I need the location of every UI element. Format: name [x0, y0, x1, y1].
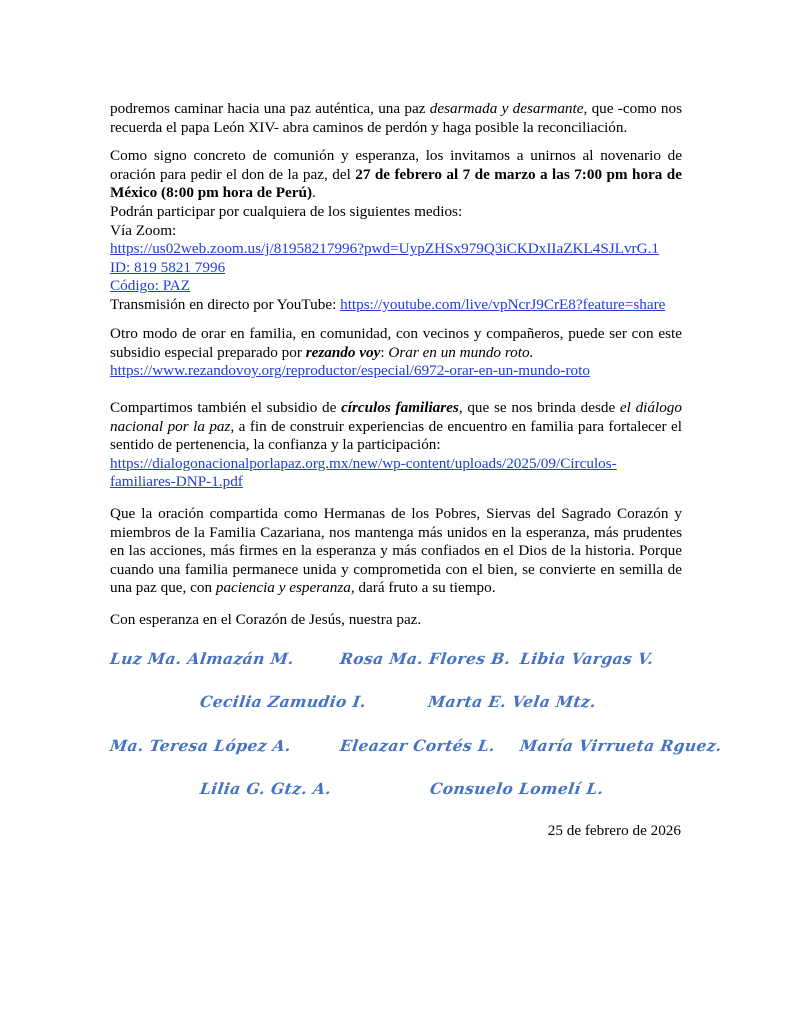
signature: Marta E. Vela Mtz. — [426, 692, 598, 711]
paragraph-text: , a fin de construir experiencias de encuentro en familia para fortalecer el sentido de pertenencia, la confianza y la participación: — [110, 417, 682, 454]
youtube-label: Transmisión en directo por YouTube: — [110, 295, 341, 313]
signature: Rosa Ma. Flores B. — [338, 649, 512, 668]
paragraph-text: Como signo concreto de comunión y esperanza, los invitamos a unirnos al novenario de oración para pedir el don de la paz, del — [110, 147, 682, 183]
paragraph-text: podremos caminar hacia una paz auténtica, una paz — [110, 100, 430, 117]
paragraph-rezando-voy — [110, 325, 682, 381]
zoom-code-link[interactable]: Código: PAZ — [110, 277, 191, 295]
paragraph-text: Otro modo de orar en familia, en comunidad, con vecinos y compañeros, puede ser con este subsidio especial preparado por — [110, 325, 682, 361]
zoom-label: Vía Zoom: — [110, 221, 177, 239]
circulos-link-part: familiares-DNP-1.pdf — [110, 473, 243, 491]
youtube-link[interactable]: https://youtube.com/live/vpNcrJ9CrE8?feature=share — [340, 295, 666, 313]
paragraph-prayer — [110, 505, 682, 598]
signature: Luz Ma. Almazán M. — [108, 649, 296, 668]
paragraph-text: : — [380, 343, 389, 361]
signature: Lilia G. Gtz. A. — [198, 779, 333, 798]
resource-name: rezando voy — [305, 343, 381, 361]
document-date: 25 de febrero de 2026 — [547, 822, 681, 839]
emphasis-text: el diálogo nacional por la paz — [110, 399, 682, 435]
paragraph-text: . — [312, 184, 316, 202]
paragraph-text: , que -como nos recuerda el papa León XIV- abra caminos de perdón y haga posible la reconciliación. — [110, 100, 682, 136]
paragraph-circulos — [110, 399, 682, 492]
zoom-id-link[interactable]: ID: 819 5821 7996 — [110, 258, 226, 276]
paragraph-text: dará fruto a su tiempo. — [354, 579, 496, 597]
closing-line: Con esperanza en el Corazón de Jesús, nuestra paz. — [110, 611, 422, 628]
paragraph-text: Que la oración compartida como Hermanas de los Pobres, Siervas del Sagrado Corazón y miembros de la Familia Cazariana, nos mantenga más unidos en la esperanza, más prudentes en las acciones, más firmes en la esperanza y más confiados en el Dios de la historia. Porque cuando una familia permanece unida y comprometida con el bien, se convierte en semilla de una paz que, con — [110, 505, 682, 597]
participation-block — [110, 203, 682, 315]
resource-title: Orar en un mundo roto. — [388, 343, 534, 361]
signature: Libia Vargas V. — [518, 649, 655, 668]
participation-text: Podrán participar por cualquiera de los siguientes medios: — [110, 203, 463, 220]
signature: Ma. Teresa López A. — [108, 736, 293, 755]
signature: Eleazar Cortés L. — [338, 736, 497, 755]
signature: Cecilia Zamudio I. — [198, 692, 368, 711]
emphasis-text: paciencia y esperanza, — [215, 579, 355, 597]
schedule-text: 27 de febrero al 7 de marzo a las 7:00 pm hora de México (8:00 pm hora de Perú) — [110, 165, 682, 202]
zoom-link[interactable]: https://us02web.zoom.us/j/81958217996?pwd=UypZHSx979Q3iCKDxIIaZKL4SJLvrG.1 — [110, 240, 659, 258]
circulos-link[interactable] — [110, 455, 682, 492]
signature: María Virrueta Rguez. — [518, 736, 724, 755]
emphasis-text: desarmada y desarmante — [429, 100, 584, 117]
paragraph-novena — [110, 147, 682, 203]
paragraph-text: Compartimos también el subsidio de — [110, 399, 342, 416]
paragraph-text: , que se nos brinda desde — [458, 399, 620, 416]
resource-name: círculos familiares — [341, 399, 459, 416]
youtube-line — [110, 296, 682, 315]
paragraph-peace — [110, 100, 682, 137]
rezandovoy-link[interactable]: https://www.rezandovoy.org/reproductor/especial/6972-orar-en-un-mundo-roto — [110, 362, 590, 380]
signature: Consuelo Lomelí L. — [428, 779, 606, 798]
circulos-link-part: https://dialogonacionalporlapaz.org.mx/new/wp-content/uploads/2025/09/Circulos- — [110, 454, 617, 472]
